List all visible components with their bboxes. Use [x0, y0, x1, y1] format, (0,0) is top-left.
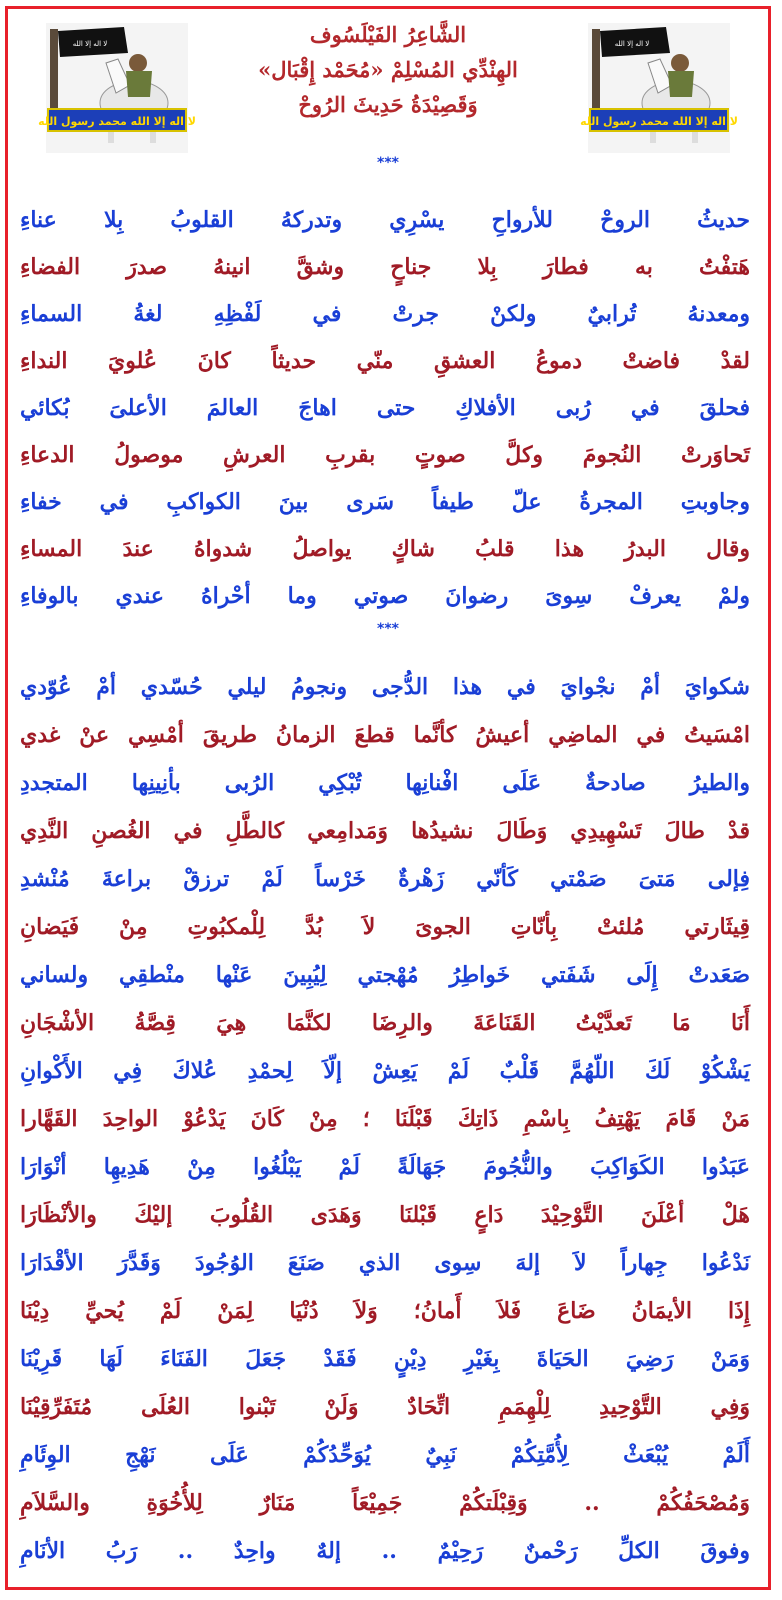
verse-line: مَنْ قَامَ يَهْتِفُ بِاسْمِ ذَاتِكَ قَبْلَنَا ؛ مِنْ كَانَ يَدْعُوْ الواحِدَ القَهَّارا [20, 1106, 750, 1132]
banner-logo-left [38, 23, 196, 153]
verse-line: هَتفْتُ به فطارَ بِلا جناحٍ وشقَّ انينهُ صدرَ الفضاءِ [20, 254, 750, 280]
separator: *** [377, 621, 399, 637]
verse-line: شكوايَ أمْ نجْوايَ في هذا الدُّجى ونجومُ ليلي حُسّدي أمْ عُوّدي [20, 674, 750, 700]
verse-line: تَحاوَرتْ النُجومَ وكلَّ صوتٍ بقربِ العرشِ موصولُ الدعاءِ [20, 442, 750, 468]
svg-text:لا اله إلا الله محمد رسول الله: لا اله إلا الله محمد رسول الله [580, 115, 738, 128]
verse-line: ولمْ يعرفْ سِوىَ رضوانَ صوتي وما أحْراهُ عندي بالوفاءِ [20, 583, 750, 609]
verse-line: أَنَا مَا تَعدَّيْتُ القَنَاعَةَ والرِضَا لكنَّمَا هِيَ قِصَّةُ الأشْجَانِ [20, 1010, 750, 1036]
verse-line: وَمَنْ رَضِيَ الحَيَاةَ بِغَيْرِ دِيْنٍ فَقَدْ جَعَلَ الفَنَاءَ لَهَا قَرِيْنَا [20, 1346, 750, 1372]
page-frame [5, 6, 771, 1590]
verse-line: وجاوبتِ المجرةُ علّ طيفاً سَرى بينَ الكواكبِ في خفاءِ [20, 489, 750, 515]
header [8, 9, 768, 159]
verse-line: إِذَا الأيمَانُ ضَاعَ فَلاَ أَمانُ؛ وَلاَ دُنْيَا لِمَنْ لَمْ يُحيِّ دِيْنَا [20, 1298, 750, 1324]
svg-text:لا اله إلا الله: لا اله إلا الله [614, 40, 650, 48]
verse-line: فِإلى مَتىَ صَمْتي كَأنّي زَهْرةٌ خَرْساً لَمْ ترزقْ براعةَ مُنْشدِ [20, 866, 750, 892]
verse-line: يَشْكُوْ لَكَ اللّهُمَّ قَلْبٌ لَمْ يَعِشْ إلّاَ لِحمْدِ عُلاكَ فِي الأَكْوانِ [20, 1058, 750, 1084]
verse-line: أَلَمْ يُبْعَثْ لِأُمَّتِكُمْ نَبِيٌ يُوَحِّدُكُمْ عَلَى نَهْجِ الوِئَامِ [20, 1442, 750, 1468]
poem-title [208, 17, 568, 122]
verse-line: قدْ طالَ تَسْهِيدِي وَطَالَ نشيدُها وَمَدامِعي كالطَّلِ في الغُصنِ النَّدِي [20, 818, 750, 844]
verse-line: امْسَيتُ في الماضِي أعيشُ كأنَّما قطعَ الزمانُ طريقَ أمْسِي عنْ غدي [20, 722, 750, 748]
stanza-1 [20, 197, 750, 620]
verse-line: لقدْ فاضتْ دموعُ العشقِ منّي حديثاً كانَ عُلويَ النداءِ [20, 348, 750, 374]
banner-logo-right [580, 23, 738, 153]
verse-line: وقال البدرُ هذا قلبُ شاكٍ يواصلُ شدواهُ عندَ المساءِ [20, 536, 750, 562]
verse-line: نَدْعُوا جِهاراً لاَ إلهَ سِوى الذي صَنَعَ الوُجُودَ وَقَدَّرَ الأقْدَارَا [20, 1250, 750, 1276]
verse-line: وفوقَ الكلِّ رَحْمنٌ رَحِيْمٌ .. إلهٌ واحِدٌ .. رَبُ الأنَامِ [20, 1538, 750, 1564]
title-line: وَقَصِيْدَةُ حَدِيثَ الرُوحْ [298, 92, 478, 117]
stanza-2 [20, 663, 750, 1575]
svg-text:لا اله إلا الله: لا اله إلا الله [72, 40, 108, 48]
verse-line: فحلقَ في رُبى الأفلاكِ حتى اهاجَ العالمَ الأعلىَ بُكائي [20, 395, 750, 421]
verse-line: والطيرُ صادحةٌ عَلَى افْنانِها تُبْكِي الرُبى بأنِينِها المتجددِ [20, 770, 750, 796]
verse-line: عَبَدُوا الكَوَاكِبَ والنُّجُومَ جَهَالَةً لَمْ يَبْلُغُوا مِنْ هَدِيهِا أنْوَارَا [20, 1154, 750, 1180]
separator: *** [377, 155, 399, 171]
title-line: الشَّاعِرُ الفَيْلَسُوف [309, 22, 467, 47]
svg-text:لا اله إلا الله محمد رسول الله: لا اله إلا الله محمد رسول الله [38, 115, 196, 128]
verse-line: وَفِي التَّوْحِيدِ لِلْهِمَمِ اتِّحَادٌ وَلَنْ تَبْنوا العُلَى مُتَفَرِّقِيْنَا [20, 1394, 750, 1420]
verse-line: هَلْ أعْلَنَ التَّوْحِيْدَ دَاعٍ قَبْلنَا وَهَدَى القُلُوبَ إليْكَ والأنْظَارَا [20, 1202, 750, 1228]
verse-line: ومعدنهُ تُرابيٌ ولكنْ جرتْ في لَفْظِهِ لغةُ السماءِ [20, 301, 750, 327]
verse-line: صَعَدتْ إِلَى شَفَتي خَواطِرُ مُهْجتي لِيُبِينَ عَنْها منْطقِي ولساني [20, 962, 750, 988]
verse-line: حديثُ الروحْ للأرواحِ يسْرِي وتدركهُ القلوبُ بِلا عناءِ [20, 207, 750, 233]
verse-line: وَمُصْحَفُكُمْ .. وَقِبْلَتكُمْ جَمِيْعَاً مَنَارٌ لِلأُخُوَةِ والسَّلاَمِ [20, 1490, 750, 1516]
verse-line: قِيثَارتي مُلئتْ بِأنّاتِ الجوىَ لاَ بُدَّ لِلْمكبُوتِ مِنْ فَيَضانِ [20, 914, 750, 940]
title-line: الهِنْدِّي المُسْلِمْ «مُحَمْد إِقْبَال» [258, 57, 518, 82]
